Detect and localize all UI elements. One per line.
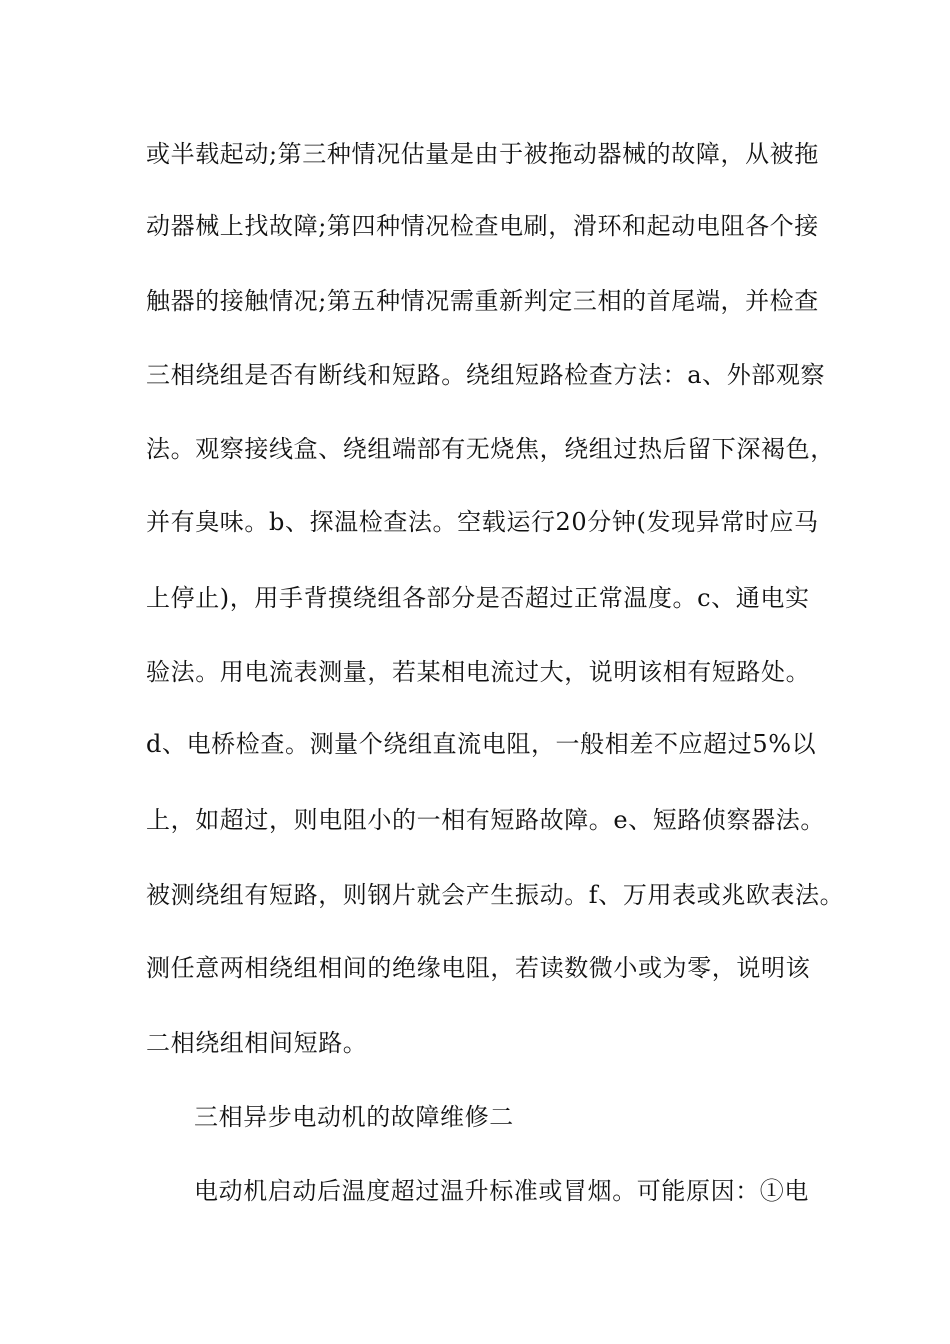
paragraph-line: 或半载起动;第三种情况估量是由于被拖动器械的故障，从被拖: [146, 140, 819, 168]
paragraph-line: 测任意两相绕组相间的绝缘电阻，若读数微小或为零，说明该: [146, 954, 811, 982]
paragraph-line: 动器械上找故障;第四种情况检查电刷，滑环和起动电阻各个接: [146, 212, 819, 240]
paragraph-line: 上停止)，用手背摸绕组各部分是否超过正常温度。c、通电实: [146, 584, 810, 612]
paragraph-line: 电动机启动后温度超过温升标准或冒烟。可能原因：①电: [194, 1177, 809, 1205]
paragraph-line: 验法。用电流表测量，若某相电流过大，说明该相有短路处。: [146, 658, 811, 686]
paragraph-line: 上，如超过，则电阻小的一相有短路故障。e、短路侦察器法。: [146, 806, 826, 834]
paragraph-line: 二相绕组相间短路。: [146, 1029, 368, 1057]
paragraph-line: 三相绕组是否有断线和短路。绕组短路检查方法：a、外部观察: [146, 361, 826, 389]
paragraph-line: d、电桥检查。测量个绕组直流电阻，一般相差不应超过5%以: [146, 730, 817, 758]
paragraph-line: 触器的接触情况;第五种情况需重新判定三相的首尾端，并检查: [146, 287, 819, 315]
paragraph-line: 法。观察接线盒、绕组端部有无烧焦，绕组过热后留下深褐色，: [146, 435, 835, 463]
paragraph-line: 并有臭味。b、探温检查法。空载运行20分钟(发现异常时应马: [146, 508, 819, 536]
section-title: 三相异步电动机的故障维修二: [194, 1103, 514, 1131]
paragraph-line: 被测绕组有短路，则钢片就会产生振动。f、万用表或兆欧表法。: [146, 881, 845, 909]
